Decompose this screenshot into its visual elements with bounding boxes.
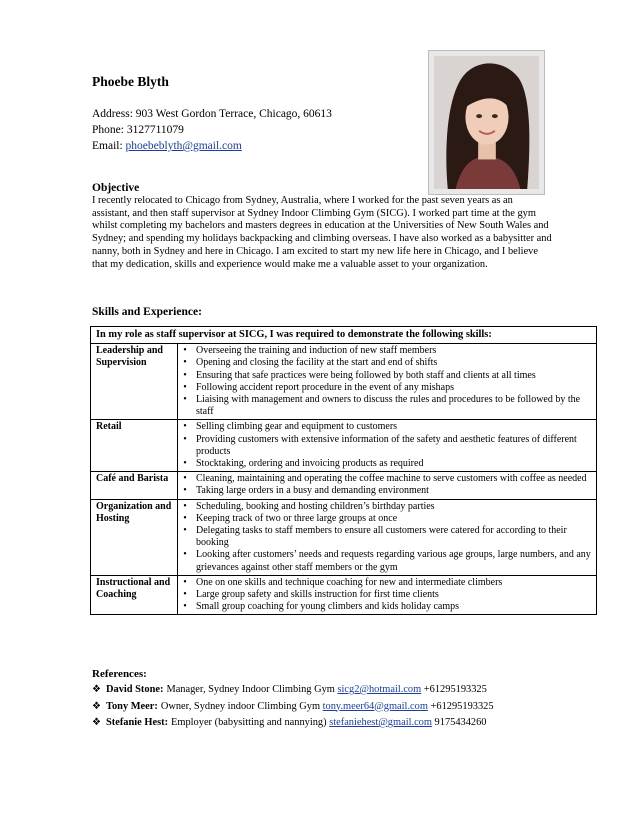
skills-table-header-row bbox=[91, 327, 597, 344]
skill-item-text: Providing customers with extensive information of the safety and aesthetic features of different products bbox=[196, 433, 577, 457]
skill-item-text: Large group safety and skills instruction for first time clients bbox=[196, 589, 439, 601]
reference-email-link[interactable]: stefaniehest@gmail.com bbox=[329, 717, 432, 728]
objective-text: I recently relocated to Chicago from Sydney, Australia, where I worked for the past seven years as an assistant, and then staff supervisor at Sydney Indoor Climbing Gym (SICG). I worked part time at the gym whilst completing my bachelors and masters degrees in education at the Universities of New South Wales and Sydney; and spending my holidays backpacking and climbing overseas. I have also worked as a babysitter and nanny, both in Sydney and here in Chicago. I am excited to start my new life here in Chicago, and I believe that my dedication, skills and experience would make me a valuable asset to your organization. bbox=[92, 195, 552, 270]
skill-item bbox=[183, 394, 592, 418]
skill-items bbox=[183, 420, 597, 472]
phone-line: Phone: 3127711079 bbox=[92, 124, 184, 136]
bullet-dot-icon: • bbox=[183, 512, 187, 524]
skill-item-text: Looking after customers’ needs and requests regarding various age groups, large numbers, and any grievances against other staff members or the gym bbox=[196, 549, 591, 573]
skill-category: Retail bbox=[91, 420, 178, 472]
skill-item bbox=[183, 433, 592, 458]
reference-item bbox=[92, 682, 494, 699]
reference-item bbox=[92, 699, 494, 716]
bullet-dot-icon: • bbox=[183, 601, 187, 613]
skill-item-text: Cleaning, maintaining and operating the coffee machine to serve customers with coffee as needed bbox=[196, 473, 587, 485]
skill-item bbox=[183, 500, 592, 513]
skill-item-text: Keeping track of two or three large groups at once bbox=[196, 512, 398, 524]
reference-email-link[interactable]: tony.meer64@gmail.com bbox=[322, 700, 428, 712]
skill-items bbox=[183, 344, 597, 420]
skill-item-text: Small group coaching for young climbers and kids holiday camps bbox=[196, 601, 460, 613]
reference-role: Owner, Sydney indoor Climbing Gym bbox=[160, 700, 323, 712]
skill-item bbox=[183, 589, 592, 601]
candidate-name: Phoebe Blyth bbox=[92, 74, 169, 89]
skill-item-text: Opening and closing the facility at the start and end of shifts bbox=[196, 357, 438, 369]
reference-phone: 9175434260 bbox=[431, 717, 487, 728]
skill-item-text: Scheduling, booking and hosting children’s birthday parties bbox=[196, 500, 435, 512]
skill-item bbox=[183, 357, 592, 369]
skill-row bbox=[91, 420, 597, 472]
reference-name: Tony Meer: bbox=[106, 700, 158, 712]
skill-item bbox=[183, 421, 592, 433]
bullet-dot-icon: • bbox=[183, 589, 187, 601]
skill-item bbox=[183, 369, 592, 382]
skill-items bbox=[183, 499, 597, 575]
skill-item bbox=[183, 473, 592, 485]
skill-items bbox=[183, 575, 597, 615]
diamond-bullet-icon: ❖ bbox=[92, 700, 101, 712]
skill-item bbox=[183, 345, 592, 357]
bullet-dot-icon: • bbox=[183, 394, 187, 406]
skill-row bbox=[91, 472, 597, 499]
skill-category: Leadership and Supervision bbox=[91, 344, 178, 420]
skill-item bbox=[183, 549, 592, 573]
email-label: Email: bbox=[92, 140, 126, 152]
portrait-image bbox=[434, 56, 539, 189]
skill-row bbox=[91, 499, 597, 575]
bullet-dot-icon: • bbox=[183, 485, 187, 497]
skill-item-text: Overseeing the training and induction of new staff members bbox=[196, 345, 437, 357]
reference-name: Stefanie Hest: bbox=[106, 717, 169, 728]
bullet-dot-icon: • bbox=[183, 421, 187, 433]
bullet-dot-icon: • bbox=[183, 458, 187, 470]
skill-items bbox=[183, 472, 597, 499]
bullet-dot-icon: • bbox=[183, 549, 187, 561]
references-list bbox=[92, 682, 494, 732]
bullet-dot-icon: • bbox=[183, 357, 187, 369]
skills-heading: Skills and Experience: bbox=[92, 306, 202, 318]
email-link[interactable]: phoebeblyth@gmail.com bbox=[125, 140, 242, 152]
references-heading: References: bbox=[92, 668, 147, 680]
bullet-dot-icon: • bbox=[183, 433, 187, 445]
contact-block bbox=[92, 106, 332, 154]
reference-role: Employer (babysitting and nannying) bbox=[171, 717, 330, 728]
objective-heading: Objective bbox=[92, 182, 140, 194]
bullet-dot-icon: • bbox=[183, 369, 187, 381]
skills-table-header: In my role as staff supervisor at SICG, I was required to demonstrate the following skills: bbox=[91, 327, 597, 344]
skill-row bbox=[91, 344, 597, 420]
skill-item bbox=[183, 525, 592, 549]
skill-item-text: Following accident report procedure in the event of any mishaps bbox=[196, 381, 454, 393]
email-line bbox=[92, 138, 332, 154]
skill-item-text: Liaising with management and owners to discuss the rules and procedures to be followed by the staff bbox=[196, 394, 581, 418]
skill-category: Café and Barista bbox=[91, 472, 178, 499]
profile-photo bbox=[428, 50, 545, 195]
bullet-dot-icon: • bbox=[183, 576, 187, 588]
diamond-bullet-icon: ❖ bbox=[92, 684, 101, 695]
skill-item-text: Delegating tasks to staff members to ensure all customers were catered for according to their booking bbox=[196, 525, 567, 549]
reference-phone: +61295193325 bbox=[427, 700, 494, 712]
skill-item bbox=[183, 512, 592, 525]
bullet-dot-icon: • bbox=[183, 381, 187, 393]
reference-phone: +61295193325 bbox=[421, 684, 487, 695]
skill-item bbox=[183, 576, 592, 589]
reference-email-link[interactable]: sicg2@hotmail.com bbox=[337, 684, 422, 695]
skill-item bbox=[183, 601, 592, 613]
reference-role: Manager, Sydney Indoor Climbing Gym bbox=[166, 684, 338, 695]
skill-row bbox=[91, 575, 597, 615]
skills-table bbox=[90, 326, 597, 615]
skill-item-text: Selling climbing gear and equipment to customers bbox=[196, 421, 398, 433]
skill-item-text: Stocktaking, ordering and invoicing products as required bbox=[196, 458, 424, 470]
skill-category: Organization and Hosting bbox=[91, 499, 178, 575]
skill-category: Instructional and Coaching bbox=[91, 575, 178, 615]
reference-item bbox=[92, 715, 494, 732]
bullet-dot-icon: • bbox=[183, 525, 187, 537]
skill-item-text: Ensuring that safe practices were being followed by both staff and clients at all times bbox=[196, 369, 536, 381]
bullet-dot-icon: • bbox=[183, 345, 187, 357]
reference-name: David Stone: bbox=[106, 684, 164, 695]
bullet-dot-icon: • bbox=[183, 473, 187, 485]
skill-item bbox=[183, 485, 592, 497]
skill-item bbox=[183, 458, 592, 470]
diamond-bullet-icon: ❖ bbox=[92, 717, 101, 728]
bullet-dot-icon: • bbox=[183, 500, 187, 512]
skill-item bbox=[183, 381, 592, 394]
address-line: Address: 903 West Gordon Terrace, Chicago, 60613 bbox=[92, 108, 332, 120]
skill-item-text: Taking large orders in a busy and demanding environment bbox=[196, 485, 429, 497]
skill-item-text: One on one skills and technique coaching for new and intermediate climbers bbox=[196, 576, 503, 588]
